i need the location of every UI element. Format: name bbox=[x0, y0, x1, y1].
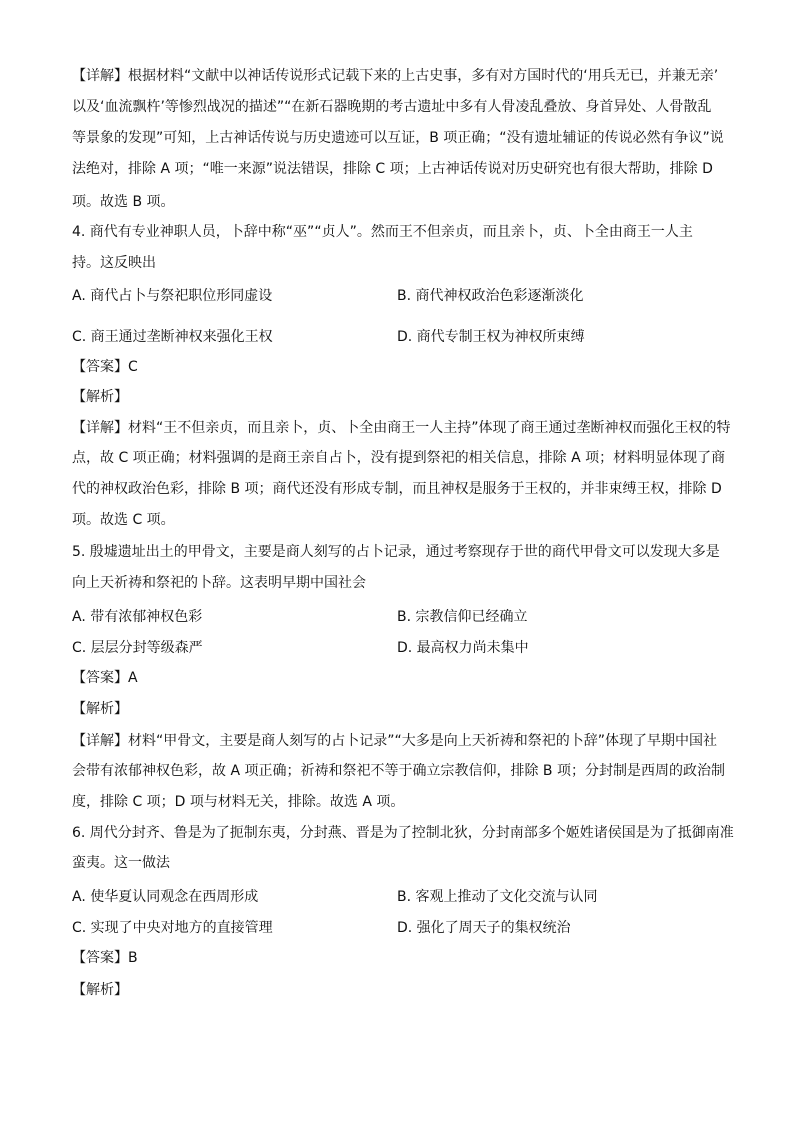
q4-option-a: A. 商代占卜与祭祀职位形同虚设 bbox=[72, 288, 273, 304]
q6-option-a: A. 使华夏认同观念在西周形成 bbox=[72, 889, 259, 905]
q4-stem: 4. 商代有专业神职人员，卜辞中称“巫”“贞人”。然而王不但亲贞，而且亲卜，贞、卜全由商王一人主 bbox=[72, 224, 693, 240]
q5-option-a: A. 带有浓郁神权色彩 bbox=[72, 609, 203, 625]
q4-detail-line: 代的神权政治色彩，排除 B 项；商代还没有形成专制，而且神权是服务于王权的，并非束缚王权，排除 D bbox=[72, 481, 722, 497]
q5-answer: 【答案】A bbox=[72, 670, 138, 686]
q6-analysis-heading: 【解析】 bbox=[72, 982, 128, 998]
q5-detail-line: 会带有浓郁神权色彩，故 A 项正确；祈祷和祭祀不等于确立宗教信仰，排除 B 项；分封制是西周的政治制 bbox=[72, 763, 725, 779]
q4-analysis-heading: 【解析】 bbox=[72, 389, 128, 405]
q4-detail-line: 项。故选 C 项。 bbox=[72, 512, 175, 528]
q6-answer: 【答案】B bbox=[72, 950, 138, 966]
q3-detail-line: 等景象的发现”可知，上古神话传说与历史遗迹可以互证，B 项正确；“没有遗址辅证的传说必然有争议”说 bbox=[72, 130, 724, 146]
q3-detail-line: 项。故选 B 项。 bbox=[72, 194, 175, 210]
q6-option-b: B. 客观上推动了文化交流与认同 bbox=[397, 889, 598, 905]
q3-detail-line: 以及‘血流飘杵’等惨烈战况的描述”“在新石器晚期的考古遗址中多有人骨凌乱叠放、身首异处、人骨散乱 bbox=[72, 99, 712, 115]
q5-option-b: B. 宗教信仰已经确立 bbox=[397, 609, 528, 625]
q5-option-d: D. 最高权力尚未集中 bbox=[397, 640, 529, 656]
q5-stem: 5. 殷墟遗址出土的甲骨文，主要是商人刻写的占卜记录，通过考察现存于世的商代甲骨文可以发现大多是 bbox=[72, 544, 720, 560]
q4-stem: 持。这反映出 bbox=[72, 255, 156, 271]
q3-detail-line: 法绝对，排除 A 项；“唯一来源”说法错误，排除 C 项；上古神话传说对历史研究也有很大帮助，排除 D bbox=[72, 161, 713, 177]
q5-stem: 向上天祈祷和祭祀的卜辞。这表明早期中国社会 bbox=[72, 575, 366, 591]
q5-option-c: C. 层层分封等级森严 bbox=[72, 640, 203, 656]
q4-detail-line: 【详解】材料“王不但亲贞，而且亲卜，贞、卜全由商王一人主持”体现了商王通过垄断神权而强化王权的特 bbox=[72, 420, 731, 436]
q6-option-d: D. 强化了周天子的集权统治 bbox=[397, 920, 571, 936]
q5-detail-line: 度，排除 C 项；D 项与材料无关，排除。故选 A 项。 bbox=[72, 794, 405, 810]
q3-detail-line: 【详解】根据材料“文献中以神话传说形式记载下来的上古史事，多有对方国时代的‘用兵无已，并兼无亲’ bbox=[72, 68, 719, 84]
q4-detail-line: 点，故 C 项正确；材料强调的是商王亲自占卜，没有提到祭祀的相关信息，排除 A 项；材料明显体现了商 bbox=[72, 450, 726, 466]
q5-analysis-heading: 【解析】 bbox=[72, 701, 128, 717]
q4-option-d: D. 商代专制王权为神权所束缚 bbox=[397, 329, 585, 345]
q6-stem: 蛮夷。这一做法 bbox=[72, 855, 170, 871]
q5-detail-line: 【详解】材料“甲骨文，主要是商人刻写的占卜记录”“大多是向上天祈祷和祭祀的卜辞”体现了早期中国社 bbox=[72, 733, 718, 749]
q4-option-c: C. 商王通过垄断神权来强化王权 bbox=[72, 329, 273, 345]
q4-answer: 【答案】C bbox=[72, 359, 138, 375]
q4-option-b: B. 商代神权政治色彩逐渐淡化 bbox=[397, 288, 584, 304]
q6-stem: 6. 周代分封齐、鲁是为了扼制东夷，分封燕、晋是为了控制北狄，分封南部多个姬姓诸侯国是为了抵御南准 bbox=[72, 825, 734, 841]
q6-option-c: C. 实现了中央对地方的直接管理 bbox=[72, 920, 273, 936]
